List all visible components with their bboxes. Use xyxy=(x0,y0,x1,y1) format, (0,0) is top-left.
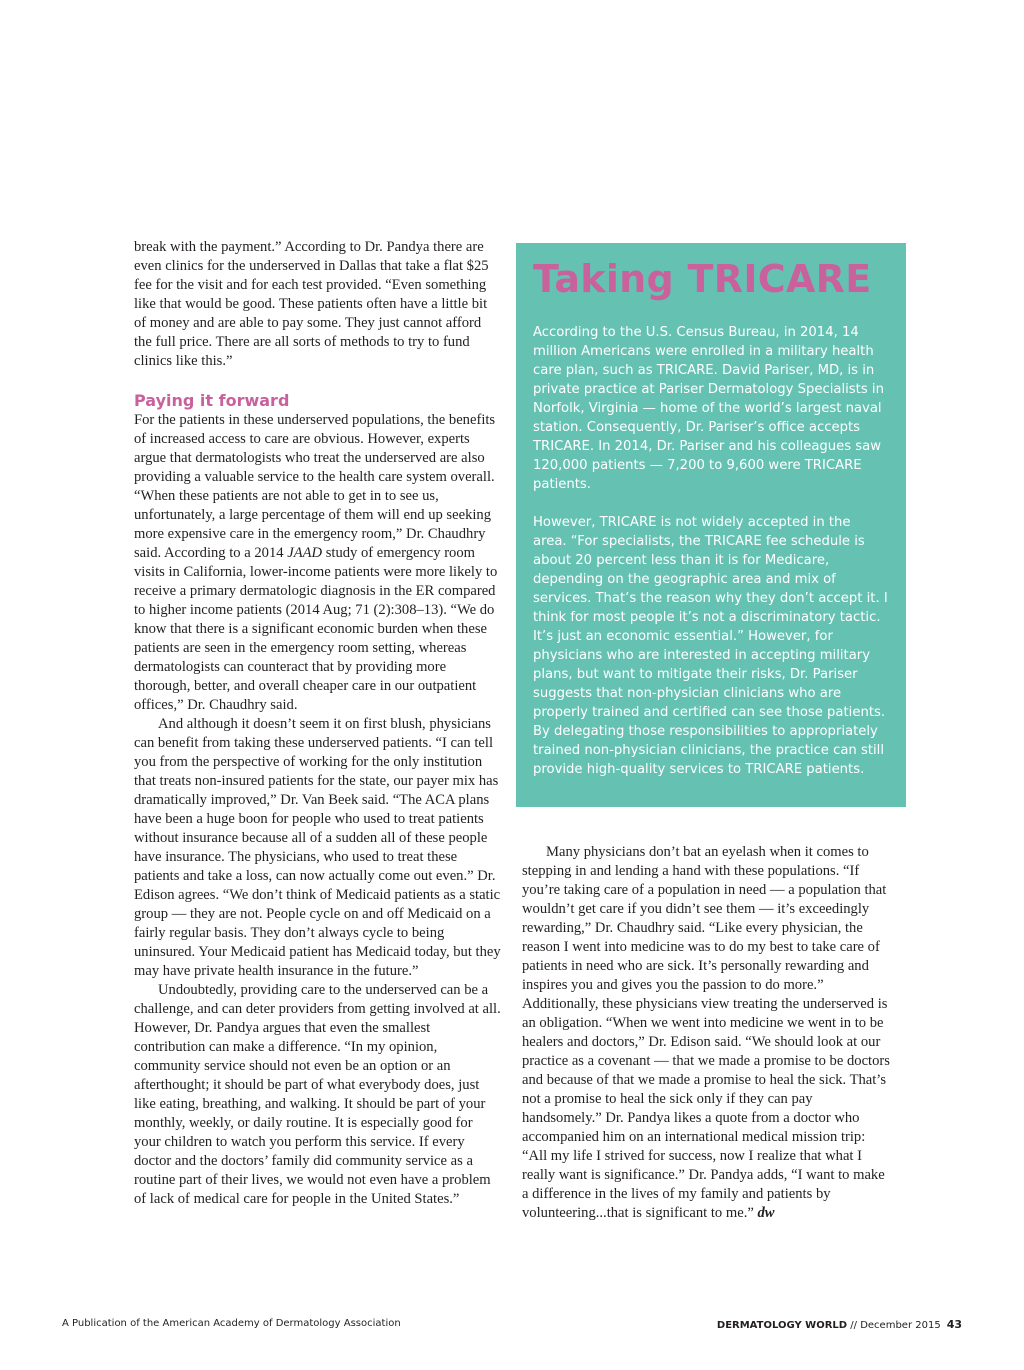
paragraph: And although it doesn’t seem it on first blush, physicians can benefit from taking these underserved patients. “I can tell you from the perspective of working for the only institution that treats non-insured patients for the state, our payer mix has dramatically improved,” Dr. Van Beek said. “The ACA plans have been a huge boon for people who used to treat patients without insurance because all of a sudden all of these people have insurance. The physicians, who used to treat these patients and take a loss, can now actually come out even.” Dr. Edison agrees. “We don’t think of Medicaid patients as a static group — they are not. People cycle on and off Medicaid on a fairly regular basis. They don’t always cycle to being uninsured. Your Medicaid patient has Medicaid today, but they may have private health insurance in the future.” xyxy=(134,716,501,979)
paragraph xyxy=(522,843,894,1223)
footer-publisher: A Publication of the American Academy of Dermatology Association xyxy=(62,1318,401,1329)
sidebar-paragraph: According to the U.S. Census Bureau, in 2014, 14 million Americans were enrolled in a military health care plan, such as TRICARE. David Pariser, MD, is in private practice at Pariser Dermatology Specialists in Norfolk, Virginia — home of the world’s largest naval station. Consequently, Dr. Pariser’s office accepts TRICARE. In 2014, Dr. Pariser and his colleagues saw 120,000 patients — 7,200 to 9,600 were TRICARE patients. xyxy=(533,325,884,492)
page-number: 43 xyxy=(946,1318,962,1331)
paragraph xyxy=(134,411,502,715)
tricare-sidebar xyxy=(516,243,906,807)
right-column xyxy=(522,843,894,1223)
paragraph-text: study of emergency room visits in California, lower-income patients were more likely to receive a primary dermatologic diagnosis in the ER compared to higher income patients (2014 Aug; 71 (2):308–13). “We do know that there is a significant economic burden when these patients are seen in the emergency room setting, whereas dermatologists can counteract that by providing more thorough, better, and overall cheaper care in our outpatient offices,” Dr. Chaudhry said. xyxy=(134,545,498,713)
issue-date: December 2015 xyxy=(860,1320,941,1331)
paragraph-text: Many physicians don’t bat an eyelash when it comes to stepping in and lending a hand with these populations. “If you’re taking care of a population in need — a population that wouldn’t get care if you didn’t see them — it’s exceedingly rewarding,” Dr. Chaudhry said. “Like every physician, the reason I went into medicine was to do my best to take care of patients in need who are sick. It’s personally rewarding and inspires you and gives you the passion to do more.” Additionally, these physicians view treating the underserved is an obligation. “When we went into medicine we went in to be healers and doctors,” Dr. Edison said. “We should look at our practice as a covenant — that we made a promise to be doctors and because of that we made a promise to heal the sick. That’s not a promise to heal the sick only if they can pay handsomely.” Dr. Pandya likes a quote from a doctor who accompanied him on an international medical mission trip: “All my life I strived for success, now I realize that what I really want is significance.” Dr. Pandya adds, “I want to make a difference in the lives of my family and patients by volunteering...that is significant to me.” xyxy=(522,844,890,1221)
paragraph: break with the payment.” According to Dr. Pandya there are even clinics for the underserved in Dallas that take a flat $25 fee for the visit and for each test provided. “Even something like that would be good. These patients often have a little bit of money and are able to pay some. They just cannot afford the full price. There are all sorts of methods to try to fund clinics like this.” xyxy=(134,239,489,369)
signoff: dw xyxy=(757,1205,775,1221)
sidebar-title: Taking TRICARE xyxy=(533,257,872,301)
sidebar-paragraph: However, TRICARE is not widely accepted in the area. “For specialists, the TRICARE fee schedule is about 20 percent less than it is for Medicare, depending on the geographic area and mix of services. That’s the reason why they don’t accept it. I think for most people it’s not a discriminatory tactic. It’s just an economic essential.” However, for physicians who are interested in accepting military plans, but want to mitigate their risks, Dr. Pariser suggests that non-physician clinicians who are properly trained and certified can see those patients. By delegating those responsibilities to appropriately trained non-physician clinicians, the practice can still provide high-quality services to TRICARE patients. xyxy=(533,515,888,777)
left-column xyxy=(134,238,502,1209)
paragraph: Undoubtedly, providing care to the underserved can be a challenge, and can deter providers from getting involved at all. However, Dr. Pandya argues that even the smallest contribution can make a difference. “In my opinion, community service should not even be an option or an afterthought; it should be part of what everybody does, just like eating, breathing, and walking. It should be part of your monthly, weekly, or daily routine. It is especially good for your children to watch you perform this service. If every doctor and the doctors’ family did community service as a routine part of their lives, we would not even have a problem of lack of medical care for people in the United States.” xyxy=(134,982,501,1207)
footer-separator: // xyxy=(847,1320,861,1331)
magazine-name: DERMATOLOGY WORLD xyxy=(716,1320,848,1331)
footer-masthead xyxy=(717,1318,962,1331)
paragraph-text: For the patients in these underserved populations, the benefits of increased access to care are obvious. However, experts argue that dermatologists who treat the underserved are also providing a valuable service to the health care system overall. “When these patients are not able to get in to see us, unfortunately, a large percentage of them will end up seeking more expensive care in the emergency room,” Dr. Chaudhry said. According to a 2014 xyxy=(134,412,496,561)
section-heading: Paying it forward xyxy=(134,391,290,410)
journal-name: JAAD xyxy=(287,545,323,561)
